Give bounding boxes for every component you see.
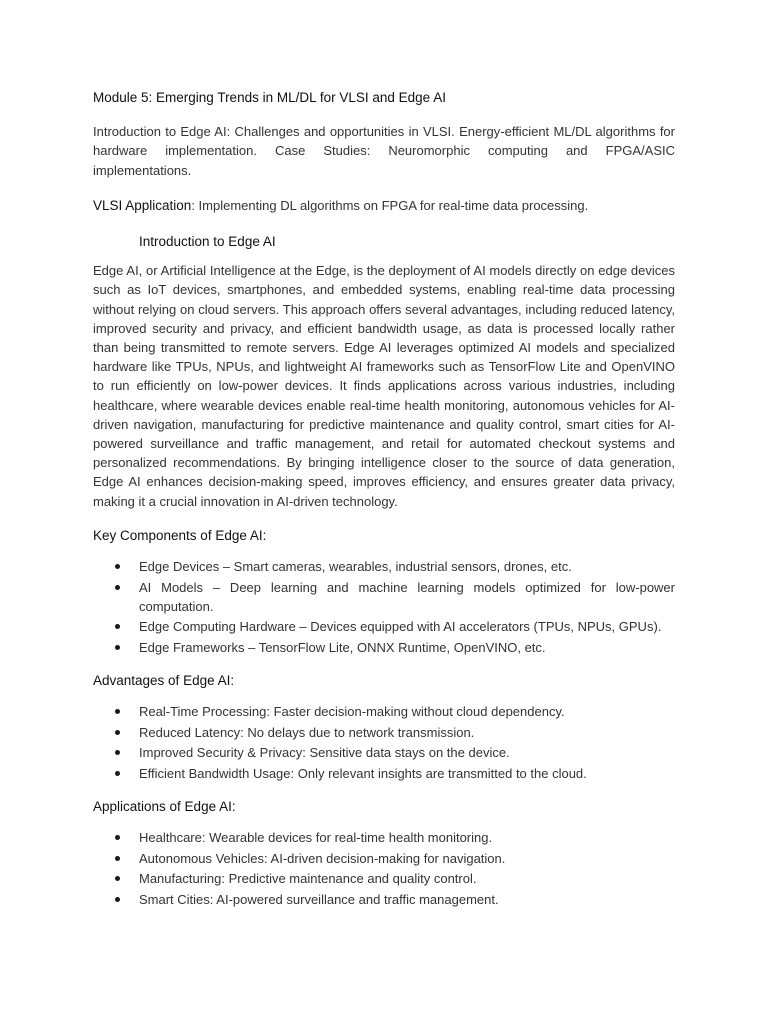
bullet-icon xyxy=(115,771,120,776)
list-item xyxy=(93,617,675,636)
bullet-icon xyxy=(115,709,120,714)
list-item-text: Real-Time Processing: Faster decision-making without cloud dependency. xyxy=(139,704,565,720)
list-item xyxy=(93,557,675,576)
vlsi-application-label: VLSI Application xyxy=(93,197,192,213)
list-item xyxy=(93,743,675,762)
bullet-icon xyxy=(115,730,120,735)
intro-heading: Introduction to Edge AI xyxy=(139,234,276,250)
module-intro-paragraph: Introduction to Edge AI: Challenges and opportunities in VLSI. Energy-efficient ML/DL algorithms for hardware implementation. Case Studies: Neuromorphic computing and FPGA/ASIC implementations. xyxy=(93,124,675,178)
list-item xyxy=(93,638,675,657)
list-item xyxy=(93,869,675,888)
list-item-text: Reduced Latency: No delays due to network transmission. xyxy=(139,724,475,740)
list-item xyxy=(93,849,675,868)
list-item xyxy=(93,723,675,742)
bullet-icon xyxy=(115,585,120,590)
list-item-text: Manufacturing: Predictive maintenance and quality control. xyxy=(139,871,477,887)
bullet-icon xyxy=(115,564,120,569)
list-item xyxy=(93,890,675,909)
applications-list xyxy=(93,828,675,909)
list-item-text: Smart Cities: AI-powered surveillance and traffic management. xyxy=(139,891,499,907)
list-item-text: Autonomous Vehicles: AI-driven decision-making for navigation. xyxy=(139,850,506,866)
bullet-icon xyxy=(115,856,120,861)
key-components-heading: Key Components of Edge AI: xyxy=(93,527,267,543)
bullet-icon xyxy=(115,897,120,902)
bullet-icon xyxy=(115,750,120,755)
bullet-icon xyxy=(115,876,120,881)
key-components-list xyxy=(93,557,675,657)
bullet-icon xyxy=(115,645,120,650)
advantages-list xyxy=(93,702,675,783)
list-item-text: Edge Frameworks – TensorFlow Lite, ONNX Runtime, OpenVINO, etc. xyxy=(139,639,546,655)
list-item xyxy=(93,702,675,721)
intro-body-paragraph: Edge AI, or Artificial Intelligence at the Edge, is the deployment of AI models directly on edge devices such as IoT devices, smartphones, and embedded systems, enabling real-time data processing without relying on cloud servers. This approach offers several advantages, including reduced latency, improved security and privacy, and efficient bandwidth usage, as data is processed locally rather than being transmitted to remote servers. Edge AI leverages optimized AI models and specialized hardware like TPUs, NPUs, and lightweight AI frameworks such as TensorFlow Lite and OpenVINO to run efficiently on low-power devices. It finds applications across various industries, including healthcare, where wearable devices enable real-time health monitoring, autonomous vehicles for AI-driven navigation, manufacturing for predictive maintenance and quality control, smart cities for AI-powered surveillance and traffic management, and retail for automated checkout systems and personalized recommendations. By bringing intelligence closer to the source of data generation, Edge AI enhances decision-making speed, improves efficiency, and ensures greater data privacy, making it a crucial innovation in AI-driven technology. xyxy=(93,263,675,509)
applications-heading: Applications of Edge AI: xyxy=(93,798,236,814)
advantages-heading: Advantages of Edge AI: xyxy=(93,672,235,688)
list-item-text: Edge Computing Hardware – Devices equipped with AI accelerators (TPUs, NPUs, GPUs). xyxy=(139,619,662,635)
module-title: Module 5: Emerging Trends in ML/DL for VLSI and Edge AI xyxy=(93,90,446,105)
list-item-text: Efficient Bandwidth Usage: Only relevant insights are transmitted to the cloud. xyxy=(139,765,587,781)
document-page xyxy=(93,88,675,923)
list-item-text: Edge Devices – Smart cameras, wearables, industrial sensors, drones, etc. xyxy=(139,559,572,575)
list-item-text: Improved Security & Privacy: Sensitive data stays on the device. xyxy=(139,745,510,761)
list-item-text: AI Models – Deep learning and machine learning models optimized for low-power computation. xyxy=(139,579,675,614)
bullet-icon xyxy=(115,624,120,629)
vlsi-application-line xyxy=(93,196,675,215)
list-item xyxy=(93,578,675,616)
bullet-icon xyxy=(115,835,120,840)
list-item xyxy=(93,764,675,783)
list-item xyxy=(93,828,675,847)
vlsi-application-text: : Implementing DL algorithms on FPGA for real-time data processing. xyxy=(191,197,589,213)
list-item-text: Healthcare: Wearable devices for real-time health monitoring. xyxy=(139,830,493,846)
